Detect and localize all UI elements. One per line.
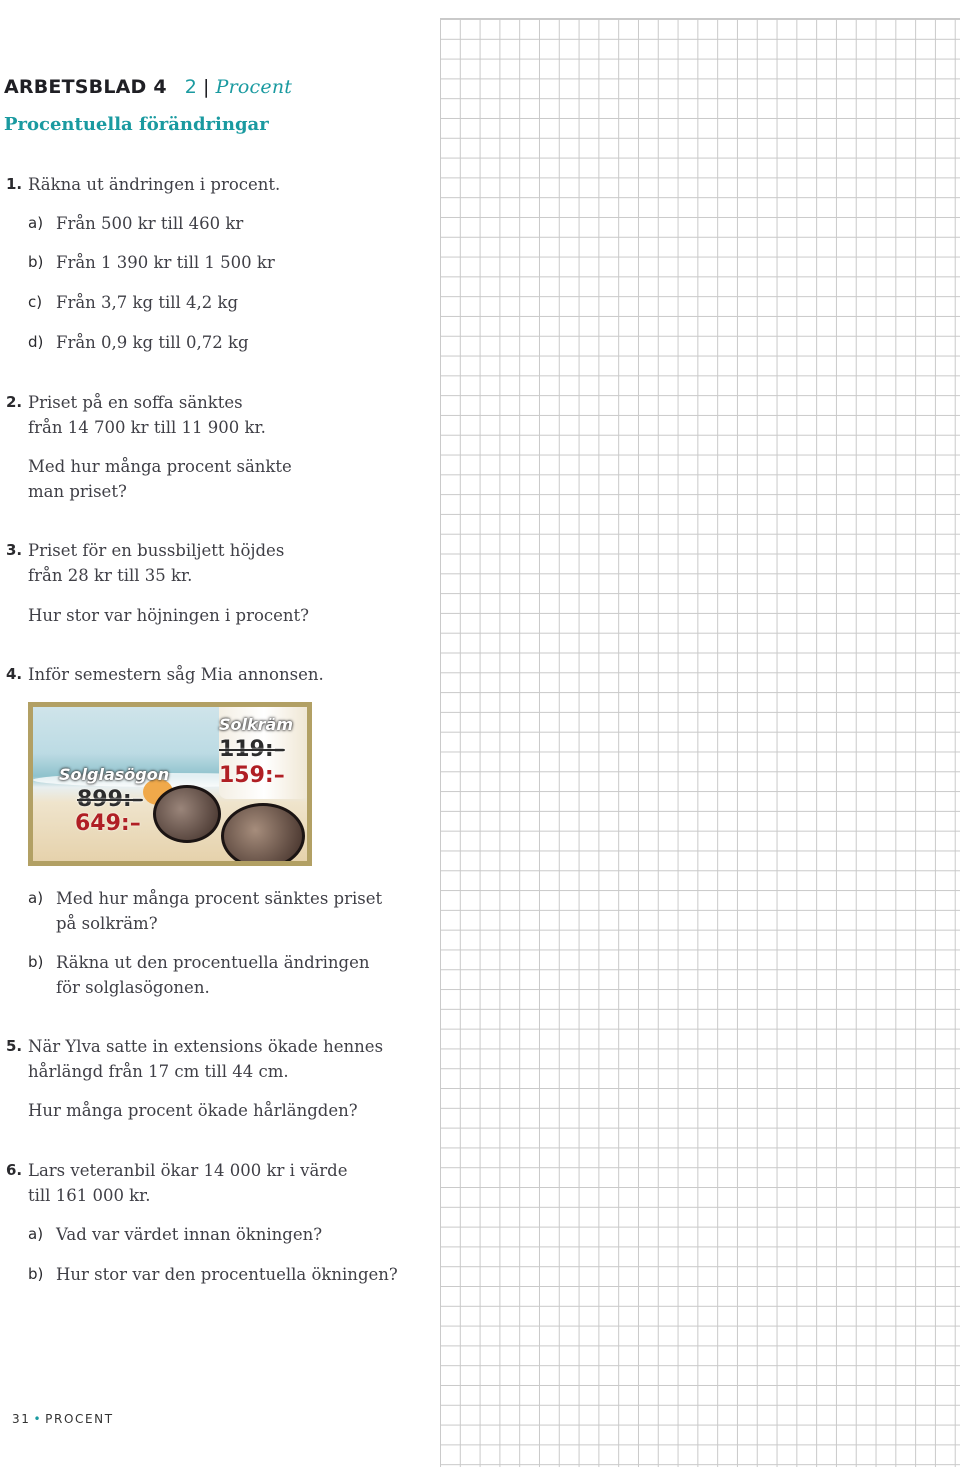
question-line: hårlängd från 17 cm till 44 cm. bbox=[28, 1062, 289, 1081]
question-text: Inför semestern såg Mia annonsen. bbox=[28, 665, 324, 684]
question-line: Lars veteranbil ökar 14 000 kr i värde bbox=[28, 1161, 348, 1180]
sunscreen-new-price: 159:– bbox=[219, 763, 285, 788]
page-number: 31 bbox=[12, 1412, 31, 1426]
sub-line: Med hur många procent sänktes priset bbox=[56, 889, 383, 908]
sub-letter: a) bbox=[28, 1225, 44, 1243]
sub-text: Hur stor var den procentuella ökningen? bbox=[56, 1265, 398, 1284]
sub-line: för solglasögonen. bbox=[56, 978, 210, 997]
question-text: Räkna ut ändringen i procent. bbox=[28, 175, 281, 194]
question-line: till 161 000 kr. bbox=[28, 1186, 151, 1205]
sub-text: Från 0,9 kg till 0,72 kg bbox=[56, 333, 249, 352]
page-heading bbox=[4, 76, 292, 98]
question-line: Priset för en bussbiljett höjdes bbox=[28, 541, 285, 560]
question-number: 5. bbox=[6, 1037, 23, 1055]
question-line: från 28 kr till 35 kr. bbox=[28, 566, 193, 585]
sub-letter: b) bbox=[28, 953, 44, 971]
sub-text: Vad var värdet innan ökningen? bbox=[56, 1225, 323, 1244]
sub-line: Räkna ut den procentuella ändringen bbox=[56, 953, 370, 972]
sub-text: Från 500 kr till 460 kr bbox=[56, 214, 244, 233]
footer-dot: • bbox=[33, 1412, 43, 1426]
section-title: Procentuella förändringar bbox=[4, 114, 269, 135]
question-number: 3. bbox=[6, 541, 23, 559]
question-line: Hur många procent ökade hårlängden? bbox=[28, 1101, 358, 1120]
worksheet-label: ARBETSBLAD 4 bbox=[4, 76, 167, 98]
question-number: 2. bbox=[6, 393, 23, 411]
sunglasses-label: Solglasögon bbox=[59, 765, 170, 784]
chapter-number: 2 bbox=[184, 76, 198, 98]
sub-letter: c) bbox=[28, 293, 43, 311]
question-number: 6. bbox=[6, 1161, 23, 1179]
heading-separator: | bbox=[203, 76, 210, 98]
squared-grid-area bbox=[440, 18, 960, 1467]
question-line: Hur stor var höjningen i procent? bbox=[28, 606, 310, 625]
sub-text: Från 1 390 kr till 1 500 kr bbox=[56, 253, 275, 272]
question-line: När Ylva satte in extensions ökade hennes bbox=[28, 1037, 384, 1056]
sunglasses-lens-right bbox=[221, 803, 305, 866]
question-number: 4. bbox=[6, 665, 23, 683]
sunglasses-old-price: 899:– bbox=[77, 787, 143, 812]
sunscreen-label: Solkräm bbox=[219, 715, 293, 734]
sunscreen-old-price: 119:– bbox=[219, 737, 285, 762]
sub-letter: a) bbox=[28, 214, 44, 232]
chapter-title: Procent bbox=[215, 76, 293, 98]
sub-text: Från 3,7 kg till 4,2 kg bbox=[56, 293, 239, 312]
footer-title: PROCENT bbox=[45, 1412, 114, 1426]
sunglasses-lens-left bbox=[153, 785, 221, 843]
question-number: 1. bbox=[6, 175, 23, 193]
sub-letter: a) bbox=[28, 889, 44, 907]
sunglasses-new-price: 649:– bbox=[75, 811, 141, 836]
question-line: man priset? bbox=[28, 482, 127, 501]
sub-letter: d) bbox=[28, 333, 44, 351]
sub-letter: b) bbox=[28, 253, 44, 271]
question-line: Med hur många procent sänkte bbox=[28, 457, 292, 476]
question-line: Priset på en soffa sänktes bbox=[28, 393, 243, 412]
page-footer bbox=[12, 1412, 114, 1426]
sale-advertisement bbox=[28, 702, 312, 866]
sub-letter: b) bbox=[28, 1265, 44, 1283]
question-line: från 14 700 kr till 11 900 kr. bbox=[28, 418, 266, 437]
sub-line: på solkräm? bbox=[56, 914, 158, 933]
